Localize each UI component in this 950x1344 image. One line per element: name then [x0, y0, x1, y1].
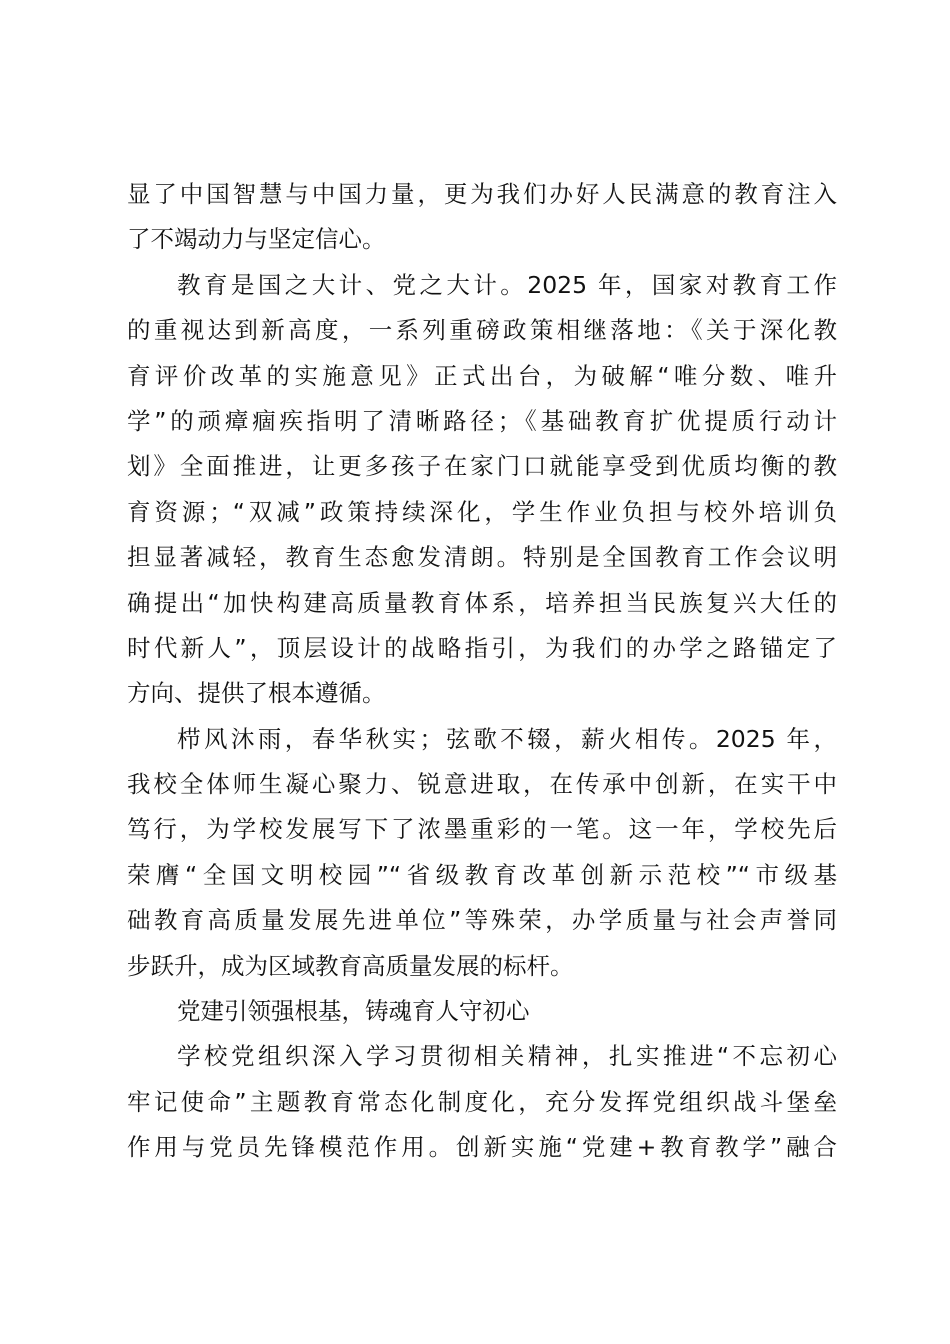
text-line: 教育是国之大计、党之大计。2025 年，国家对教育工作	[177, 270, 837, 299]
paragraph-p1	[127, 172, 837, 263]
text-line: 荣膺“全国文明校园”“省级教育改革创新示范校”“市级基	[127, 860, 837, 889]
text-line: 作用与党员先锋模范作用。创新实施“党建+教育教学”融合	[127, 1133, 837, 1162]
text-line: 时代新人”，顶层设计的战略指引，为我们的办学之路锚定了	[127, 633, 837, 662]
text-line: 牢记使命”主题教育常态化制度化，充分发挥党组织战斗堡垒	[127, 1087, 837, 1116]
paragraph-p3	[127, 717, 837, 989]
text-line: 的重视达到新高度，一系列重磅政策相继落地：《关于深化教	[127, 316, 837, 345]
text-line: 步跃升，成为区域教育高质量发展的标杆。	[127, 951, 574, 980]
document-body	[127, 172, 837, 1171]
paragraph-p2	[127, 263, 837, 717]
text-line: 笃行，为学校发展写下了浓墨重彩的一笔。这一年，学校先后	[127, 815, 837, 844]
text-line: 显了中国智慧与中国力量，更为我们办好人民满意的教育注入	[127, 180, 837, 208]
paragraph-p5	[127, 1034, 837, 1170]
text-line: 了不竭动力与坚定信心。	[127, 225, 386, 254]
text-line: 础教育高质量发展先进单位”等殊荣，办学质量与社会声誉同	[127, 906, 837, 935]
text-line: 育资源；“双减”政策持续深化，学生作业负担与校外培训负	[127, 497, 837, 526]
text-line: 党建引领强根基，铸魂育人守初心	[177, 997, 530, 1026]
text-line: 我校全体师生凝心聚力、锐意进取，在传承中创新，在实干中	[127, 770, 837, 799]
text-line: 学校党组织深入学习贯彻相关精神，扎实推进“不忘初心	[177, 1042, 837, 1071]
text-line: 划》全面推进，让更多孩子在家门口就能享受到优质均衡的教	[127, 452, 837, 481]
text-line: 担显著减轻，教育生态愈发清朗。特别是全国教育工作会议明	[127, 543, 837, 572]
text-line: 栉风沐雨，春华秋实；弦歌不辍，薪火相传。2025 年，	[177, 724, 837, 753]
text-line: 方向、提供了根本遵循。	[127, 679, 386, 708]
text-line: 学”的顽瘴痼疾指明了清晰路径；《基础教育扩优提质行动计	[127, 406, 837, 435]
paragraph-p4	[127, 989, 837, 1034]
text-line: 确提出“加快构建高质量教育体系，培养担当民族复兴大任的	[127, 588, 837, 617]
text-line: 育评价改革的实施意见》正式出台，为破解“唯分数、唯升	[127, 361, 837, 390]
